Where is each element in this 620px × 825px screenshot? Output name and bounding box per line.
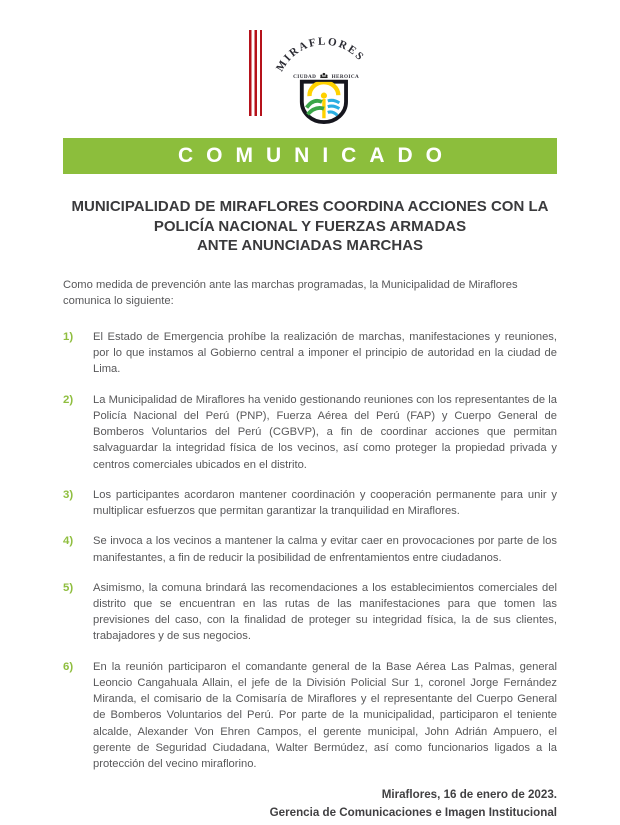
item-text: El Estado de Emergencia prohíbe la realización de marchas, manifestaciones y reuniones, por lo que instamos al Gobierno central a imponer el principio de autoridad en la ciudad de Lima.: [93, 330, 557, 376]
numbered-list: [63, 329, 557, 772]
item-number: 3): [63, 488, 74, 501]
title-line-3: ANTE ANUNCIADAS MARCHAS: [196, 237, 424, 254]
logo-tagline-heroica: HEROICA: [331, 73, 359, 80]
list-item: [63, 659, 557, 773]
intro-paragraph: Como medida de prevención ante las marchas programadas, la Municipalidad de Miraflores comunica lo siguiente:: [63, 278, 518, 307]
list-item: [63, 580, 557, 645]
item-number: 6): [63, 660, 74, 673]
municipality-logo: [63, 24, 557, 124]
item-text: La Municipalidad de Miraflores ha venido gestionando reuniones con los representantes de la Policía Nacional del Perú (PNP), Fuerza Aérea del Perú (FAP) y Cuerpo General de Bomberos Voluntarios del Perú (CGBVP), a fin de coordinar acciones que permitan salvaguardar la integridad física de los vecinos, así como proteger la propiedad privada y centros comerciales ubicados en el distrito.: [93, 393, 557, 471]
item-text: Los participantes acordaron mantener coordinación y cooperación permanente para unir y multiplicar esfuerzos que permitan garantizar la tranquilidad en Miraflores.: [93, 488, 557, 518]
logo-tagline-ciudad: CIUDAD: [292, 73, 316, 80]
item-text: En la reunión participaron el comandante general de la Base Aérea Las Palmas, general Leoncio Cangahuala Allain, el jefe de la División Policial Sur 1, coronel Jorge Fernández Miranda, el comisario de la Comisaría de Miraflores y el representante del Cuerpo General de Bomberos Voluntarios del Perú. Por parte de la municipalidad, participaron el teniente alcalde, Alexander Von Ehren Campos, el gerente municipal, John Adrián Ampuero, el gerente de Seguridad Ciudadana, Walter Bermúdez, así como funcionarios ligados a la protección del vecino miraflorino.: [93, 660, 557, 771]
comunicado-banner: [63, 138, 557, 174]
list-item: [63, 533, 557, 565]
list-item: [63, 487, 557, 519]
red-stripes-decoration: [249, 30, 262, 116]
item-number: 4): [63, 535, 74, 548]
signature-line: Gerencia de Comunicaciones e Imagen Institucional: [269, 806, 557, 820]
list-item: [63, 392, 557, 473]
item-number: 2): [63, 393, 74, 406]
banner-label: COMUNICADO: [178, 144, 455, 167]
item-text: Asimismo, la comuna brindará las recomendaciones a los establecimientos comerciales del distrito que se encuentran en las rutas de las manifestaciones para que tomen las previsiones del caso, con la finalidad de proteger su integridad física, la de sus clientes, trabajadores y de sus negocios.: [93, 581, 557, 643]
logo-arched-name: MIRAFLORES: [273, 35, 367, 74]
document-footer: [63, 786, 557, 822]
date-line: Miraflores, 16 de enero de 2023.: [381, 788, 557, 802]
heroic-city-mini-icon: [320, 73, 327, 78]
document-title: [63, 197, 557, 256]
title-line-2: POLICÍA NACIONAL Y FUERZAS ARMADAS: [153, 217, 467, 235]
title-line-1: MUNICIPALIDAD DE MIRAFLORES COORDINA ACCIONES CON LA: [71, 198, 549, 215]
list-item: [63, 329, 557, 378]
item-number: 5): [63, 581, 74, 594]
item-number: 1): [63, 330, 74, 343]
item-text: Se invoca a los vecinos a mantener la calma y evitar caer en provocaciones por parte de los manifestantes, a fin de reducir la posibilidad de enfrentamientos entre ciudadanos.: [93, 535, 557, 564]
miraflores-emblem-icon: [272, 24, 372, 124]
